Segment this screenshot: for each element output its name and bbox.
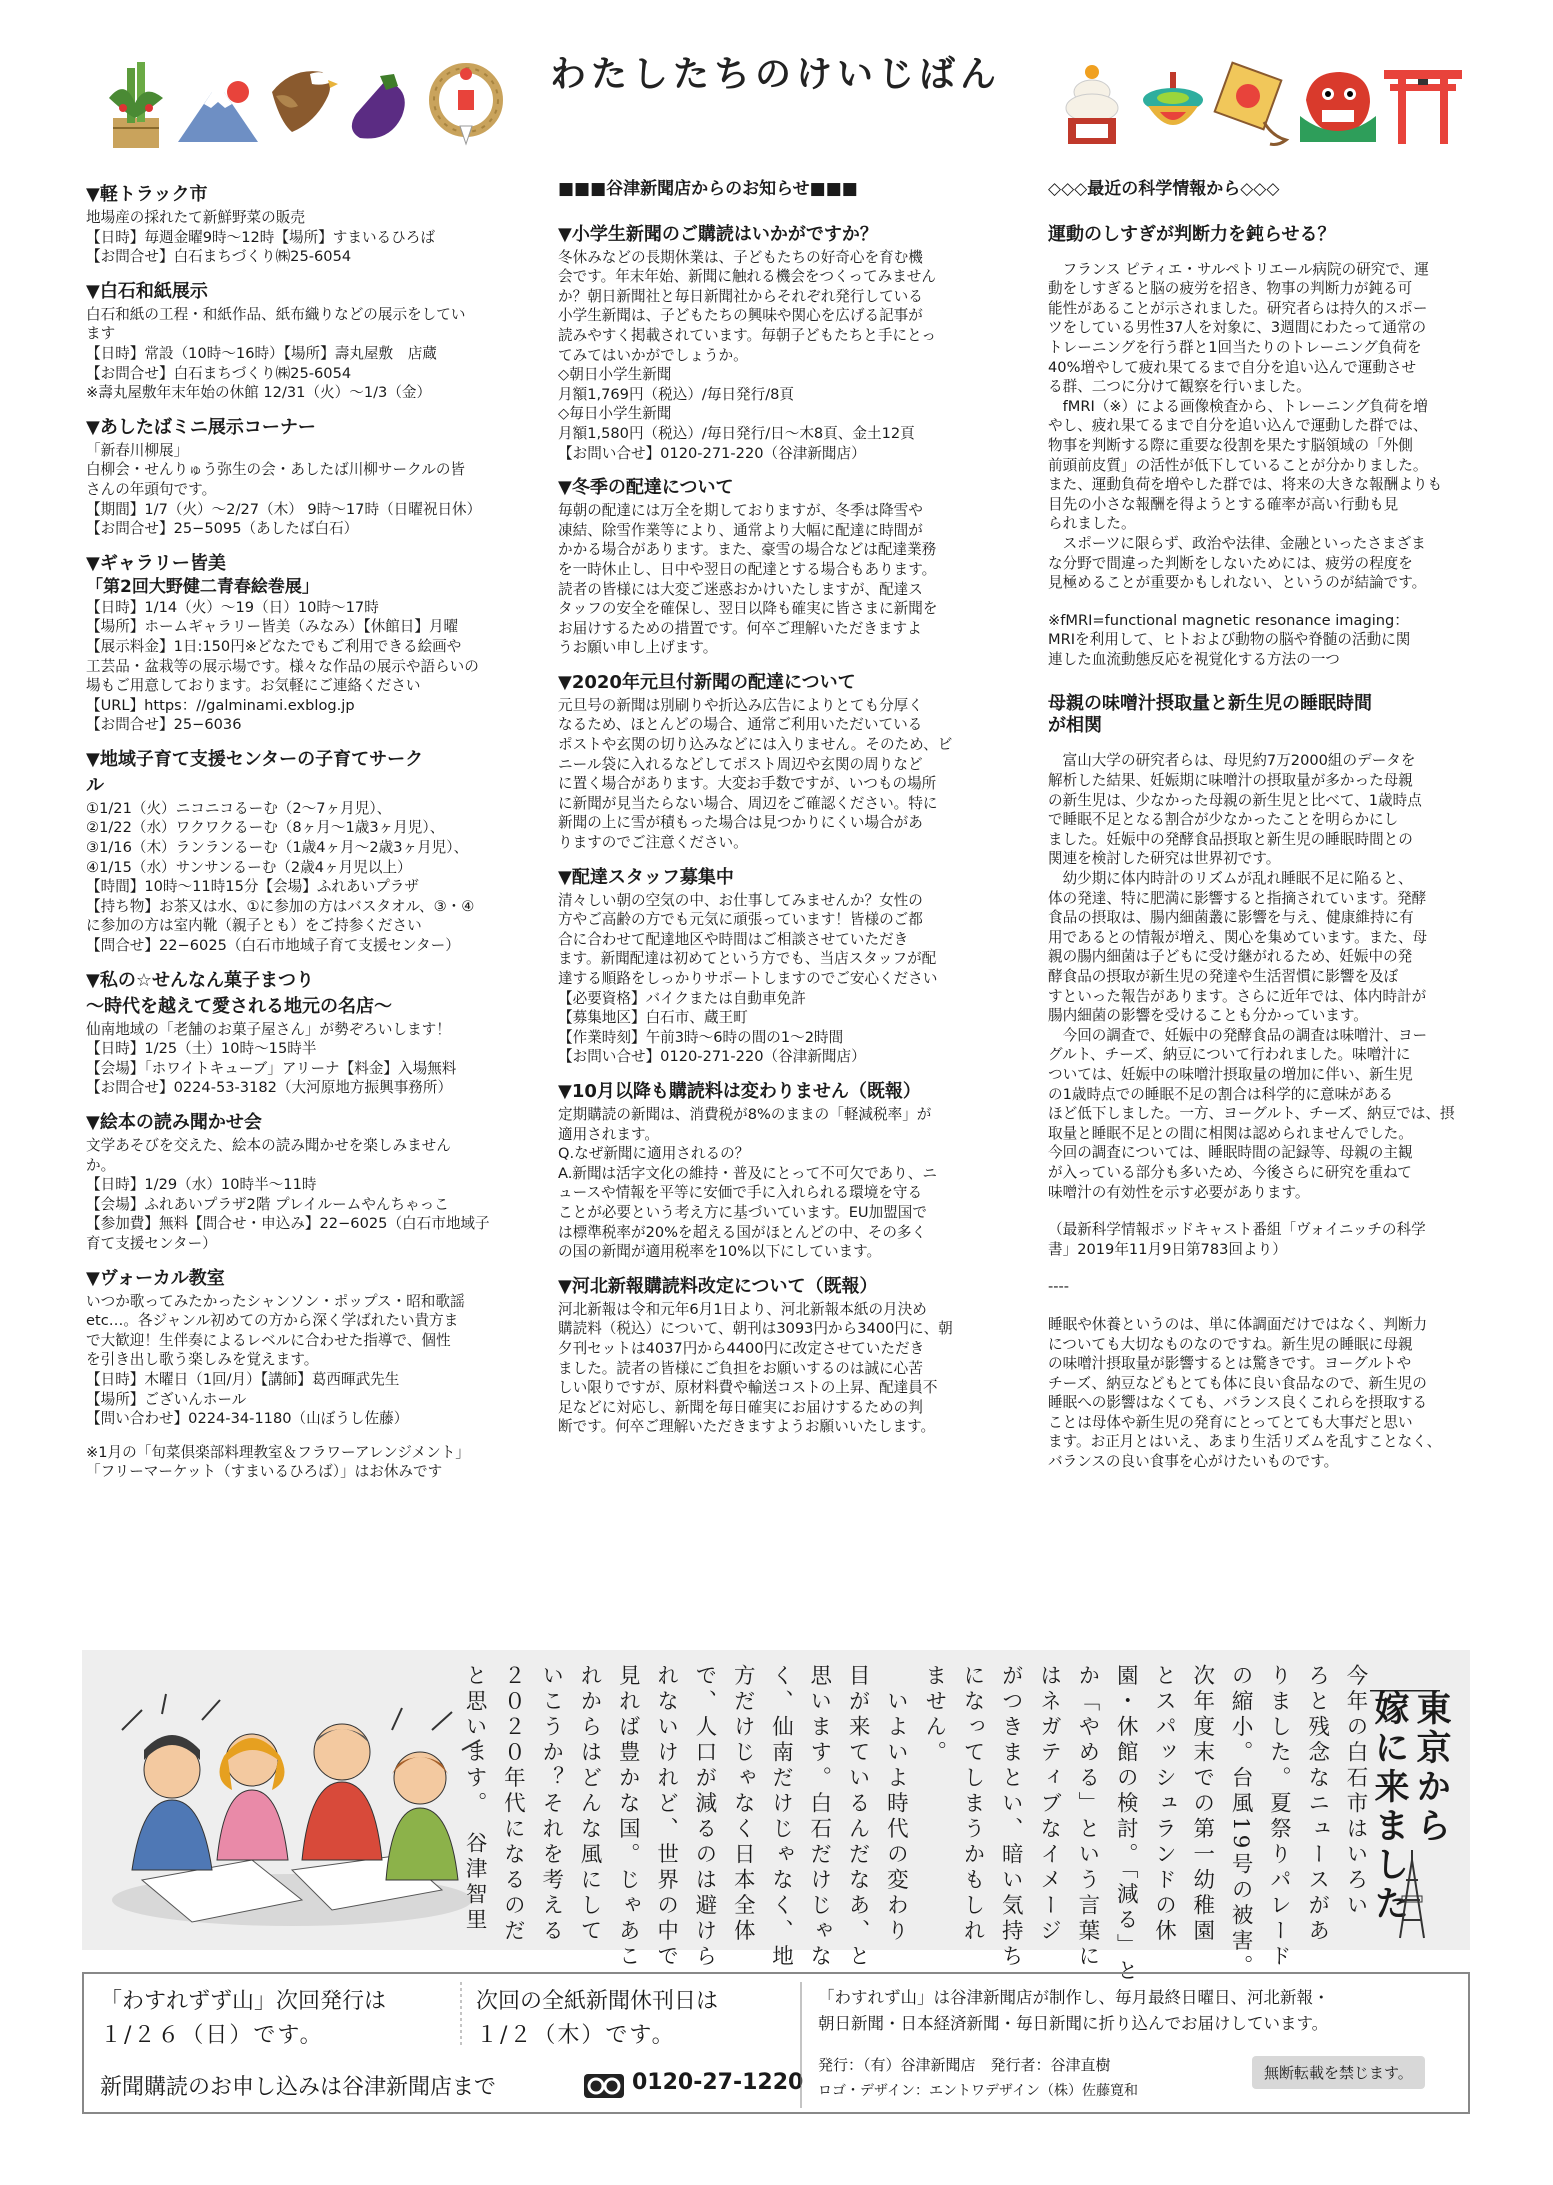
notice-section (558, 867, 998, 1067)
body-line: 解析した結果、妊娠期に味噌汁の摂取量が多かった母親 (1048, 772, 1413, 790)
notice-section (86, 749, 546, 956)
body-line: 読者の皆様には大変ご迷惑おかけいたしますが、配達ス (558, 580, 923, 598)
body-line: 【お問合せ】25−5095（あしたば白石） (86, 520, 359, 538)
body-line: ②1/22（水）ワクワクるーむ（8ヶ月〜1歳3ヶ月児）、 (86, 819, 445, 837)
essay-column: ません。 (921, 1664, 947, 1766)
body-line: 新聞の上に雪が積もった場合は見つかりにくい場合があ (558, 814, 923, 832)
body-line (1048, 1297, 1478, 1315)
essay-column: か「やめる」という言葉に (1074, 1664, 1100, 1970)
body-line (1048, 593, 1478, 611)
science-article-2-title-line: が相関 (1048, 715, 1102, 737)
body-line: 関連を検討した研究は世界初です。 (1048, 850, 1281, 868)
essay-title-line-1: 東京から (1411, 1690, 1452, 1846)
body-line: ニール袋に入れるなどしてポスト周辺や玄関の周りなど (558, 755, 923, 773)
body-line: 【時間】10時〜11時15分【会場】ふれあいプラザ (86, 878, 419, 896)
body-line: 物事を判断する際に重要な役割を果たす脳領域の「外側 (1048, 436, 1413, 454)
body-line: で大歓迎！生伴奏によるレベルに合わせた指導で、個性 (86, 1331, 451, 1349)
body-line: ツをしている男性37人を対象に、3週間にわたって通常の (1048, 319, 1427, 337)
body-line: 育て支援センター） (86, 1234, 217, 1252)
next-issue-label: 「わすれずず山」次回発行は (100, 1989, 387, 2014)
body-line: 達する順路をしっかりサポートしますのでご安心ください (558, 970, 938, 987)
body-line: 毎朝の配達には万全を期しておりますが、冬季は降雪や (558, 502, 923, 520)
section-body (86, 441, 546, 539)
body-line: 動をしすぎると脳の疲労を招き、物事の判断力が鈍る可 (1048, 280, 1413, 298)
body-line: 購読料（税込）について、朝刊は3093円から3400円に、朝 (558, 1320, 953, 1338)
body-line: に参加の方は室内靴（親子とも）をご持参ください (86, 917, 422, 935)
body-line: 【問合せ】22−6025（白石市地域子育て支援センター） (86, 937, 460, 955)
essay-column: いよいよ時代の変わり (883, 1664, 909, 1945)
body-line: フランス ピティエ・サルペトリエール病院の研究で、運 (1048, 260, 1429, 278)
body-line: 方やご高齢の方でも元気に頑張っています！皆様のご都 (558, 911, 923, 929)
notice-section (558, 1276, 998, 1437)
body-line: 親の腸内細菌は子どもに受け継がれるため、妊娠中の発 (1048, 948, 1413, 966)
body-line: 能性があることが示されました。研究者らは持久的スポー (1048, 299, 1428, 317)
body-line: ---- (1048, 1278, 1070, 1296)
section-body (558, 891, 998, 1067)
science-article-2-title (1048, 693, 1478, 737)
body-line: か？朝日新聞社と毎日新聞社からそれぞれ発行している (558, 287, 923, 305)
section-body (86, 208, 546, 267)
about-line-1: 「わすれず山」は谷津新聞店が制作し、毎月最終日曜日、河北新報・ (818, 1988, 1330, 2007)
body-line: ※fMRI=functional magnetic resonance imaging： (1048, 611, 1409, 629)
body-line: 前頭前皮質」の活性が低下していることが分かりました。 (1048, 456, 1428, 474)
body-line: 【お問合せ】25−6036 (86, 716, 242, 734)
body-line: グルト、チーズ、納豆について行われました。味噌汁に (1048, 1046, 1411, 1064)
science-article-1-body (1048, 260, 1478, 670)
science-column (1048, 180, 1478, 1472)
section-title: ▼河北新報購読料改定について（既報） (558, 1275, 878, 1297)
phone-number[interactable]: 0120-27-1220 (632, 2070, 804, 2095)
section-title: ▼地域子育て支援センターの子育てサーク (86, 748, 424, 770)
body-line: られました。 (1048, 515, 1136, 533)
body-line: 凍結、除雪作業等により、通常より大幅に配達に時間が (558, 521, 923, 539)
body-line: 地場産の採れたて新鮮野菜の販売 (86, 209, 305, 226)
science-article-2-title-line: 母親の味噌汁摂取量と新生児の睡眠時間 (1048, 693, 1372, 715)
essay-column: りました。夏祭りパレード (1266, 1664, 1292, 1970)
lion-dance-icon (1300, 66, 1376, 142)
body-line: お届けするための措置です。何卒ご理解いただきますよ (558, 619, 922, 637)
masthead-title: わたしたちのけいじばん (550, 54, 1002, 95)
body-line: に置く場合があります。大変お手数ですが、いつもの場所 (558, 775, 937, 793)
body-line: 【場所】ホームギャラリー皆美（みなみ）【休館日】月曜 (86, 618, 459, 636)
essay-column: いこうか？それを考える (538, 1664, 564, 1945)
about-line-2: 朝日新聞・日本経済新聞・毎日新聞に折り込んでお届けしています。 (818, 2014, 1329, 2033)
copyright-badge: 無断転載を禁じます。 (1252, 2056, 1425, 2089)
mount-fuji-icon (178, 78, 258, 144)
body-line: 見極めることが重要かもしれない、というのが結論です。 (1048, 574, 1427, 592)
body-line: 「フリーマーケット（すまいるひろば）」はお休みです (86, 1463, 443, 1481)
notice-column-heading: ■■■谷津新聞店からのお知らせ■■■ (558, 179, 858, 199)
body-line: 冬休みなどの長期休業は、子どもたちの好奇心を育む機 (558, 248, 923, 266)
body-line: MRIを利用して、ヒトおよび動物の脳や脊髄の活動に関 (1048, 631, 1411, 649)
body-line: なるため、ほとんどの場合、通常ご利用いただいている (558, 716, 923, 734)
essay-column: 見れば豊かな国。じゃあこ (615, 1664, 641, 1970)
essay-column: れないけれど、世界の中で (653, 1664, 679, 1970)
body-line: 酵食品の摂取が新生児の発達や生活習慣に影響を及ぼ (1048, 968, 1399, 985)
body-line: 元旦号の新聞は別刷りや折込み広告によりとても分厚く (558, 696, 923, 714)
kadomatsu-icon (105, 58, 167, 150)
body-line: 【日時】1/25（土）10時〜15時半 (86, 1040, 317, 1058)
section-body (86, 1136, 546, 1254)
body-line: タッフの安全を確保し、翌日以降も確実に皆さまに新聞を (558, 600, 938, 618)
section-title: ▼小学生新聞のご購読はいかがですか？ (558, 223, 878, 245)
tokyo-tower-icon (1390, 1850, 1434, 1940)
body-line: fMRI（※）による画像検査から、トレーニング負荷を増 (1048, 397, 1428, 415)
body-line: 睡眠への影響はなくても、バランス良くこれらを摂取する (1048, 1394, 1428, 1412)
torii-icon (1384, 64, 1462, 146)
section-body (558, 501, 998, 658)
body-line: 【日時】木曜日（1回/月）【講師】葛西暉武先生 (86, 1370, 400, 1388)
body-line: 【お問い合せ】0120-271-220（谷津新聞店） (558, 1048, 866, 1066)
body-line: ます。お正月とはいえ、あまり生活リズムを乱すことなく、 (1048, 1433, 1442, 1451)
body-line: ③1/16（木）ランランるーむ（1歳4ヶ月〜2歳3ヶ月児）、 (86, 839, 469, 857)
body-line: 【募集地区】白石市、蔵王町 (558, 1009, 748, 1027)
holiday-date: １/２（木）です。 (476, 2023, 676, 2048)
body-line: は標準税率が20%を超える国がほとんどの中、その多く (558, 1223, 927, 1241)
events-column (86, 180, 546, 1496)
section-title-cont: 〜時代を越えて愛される地元の名店〜 (86, 995, 392, 1017)
body-line: 清々しい朝の空気の中、お仕事してみませんか？女性の (558, 891, 923, 909)
section-title: ▼2020年元旦付新聞の配達について (558, 671, 856, 693)
essay-column: 方だけじゃなく日本全体 (730, 1664, 756, 1945)
essay-column: 目が来ているんだなあ、と (845, 1664, 871, 1970)
notice-section (86, 1443, 546, 1482)
body-line: 連した血流動態反応を視覚化する方法の一つ (1048, 650, 1340, 668)
body-line: を引き出し歌う楽しみを覚えます。 (86, 1351, 319, 1369)
body-line: 足などに対応し、新聞を毎日確実にお届けするための判 (558, 1398, 923, 1416)
notice-section (558, 1081, 998, 1262)
divider (460, 1982, 462, 2048)
body-line: チーズ、納豆などもとても体に良い食品なので、新生児の (1048, 1374, 1427, 1392)
body-line: 用であるとの情報が増え、関心を集めています。また、母 (1048, 928, 1428, 946)
essay-column: で、人口が減るのは避けら (691, 1664, 717, 1970)
body-line: 【持ち物】お茶又は水、①に参加の方はバスタオル、③・④ (86, 897, 475, 915)
notice-section (86, 553, 546, 735)
body-line: 「新春川柳展」 (86, 441, 189, 459)
body-line: Q.なぜ新聞に適用されるの？ (558, 1145, 750, 1163)
body-line: 文学あそびを交えた、絵本の読み聞かせを楽しみません (86, 1137, 451, 1154)
essay-column: になってしまうかもしれ (960, 1664, 985, 1945)
body-line: 目先の小さな報酬を得ようとする確率が高い行動も見 (1048, 495, 1399, 513)
body-line: 【お問い合せ】0120-271-220（谷津新聞店） (558, 444, 866, 462)
body-line: で睡眠不足となる割合が少なかったことを明らかにし (1048, 811, 1399, 829)
notice-section (86, 281, 546, 403)
body-line: ついては、妊娠中の味噌汁摂取量の増加に伴い、新生児 (1048, 1065, 1413, 1083)
essay-column: と思います。 谷津智里 (462, 1664, 488, 1934)
body-line: やし、疲れ果てるまで自分を追い込んで運動した群では、 (1048, 417, 1428, 435)
body-line: 【会場】ふれあいプラザ2階 プレイルームやんちゃっこ (86, 1195, 449, 1213)
notice-section (558, 224, 998, 464)
body-line: 【必要資格】バイクまたは自動車免許 (558, 989, 806, 1007)
body-line: ◇毎日小学生新聞 (558, 405, 672, 423)
body-line: 白柳会・せんりゅう弥生の会・あしたば川柳サークルの皆 (86, 461, 466, 479)
body-line: 会です。年末年始、新聞に触れる機会をつくってみません (558, 268, 936, 286)
notice-section (86, 970, 546, 1098)
body-line: スポーツに限らず、政治や法律、金融といったさまざま (1048, 534, 1426, 552)
body-line: る群、二つに分けて観察を行いました。 (1048, 378, 1311, 396)
body-line: 【お問合せ】白石まちづくり㈱25-6054 (86, 364, 352, 382)
section-body (86, 1292, 546, 1429)
notice-section (86, 1112, 546, 1254)
body-line: （最新科学情報ポッドキャスト番組「ヴォイニッチの科学 (1048, 1221, 1426, 1239)
body-line: 富山大学の研究者らは、母児約7万2000組のデータを (1048, 752, 1416, 770)
essay-column: 思います。白石だけじゃな (806, 1664, 832, 1970)
body-line: 【場所】ございんホール (86, 1390, 247, 1408)
body-line: 【作業時刻】午前3時〜6時の間の1〜2時間 (558, 1028, 844, 1046)
body-line: 40%増やして疲れ果てるまで自分を追い込んで運動させ (1048, 358, 1417, 376)
body-line: ました。読者の皆様にご負担をお願いするのは誠に心苦 (558, 1359, 923, 1377)
spinning-top-icon (1140, 72, 1206, 144)
body-line: 定期購読の新聞は、消費税が8%のままの「軽減税率」が (558, 1105, 932, 1123)
section-title: ▼ギャラリー皆美 (86, 552, 226, 574)
body-line: ます (86, 325, 116, 343)
body-line (1048, 1202, 1478, 1220)
section-title: ▼軽トラック市 (86, 184, 208, 205)
body-line: 【日時】常設（10時〜16時）【場所】壽丸屋敷 店蔵 (86, 344, 437, 362)
body-line: 【URL】https：//galminami.exblog.jp (86, 696, 355, 714)
body-line: うお願い申し上げます。 (558, 639, 718, 657)
section-subtitle: 「第2回大野健二青春絵巻展」 (86, 576, 319, 597)
body-line: 適用されます。 (558, 1125, 659, 1143)
divider (800, 1982, 802, 2108)
section-title: ▼冬季の配達について (558, 477, 734, 499)
body-line: 【お問合せ】0224-53-3182（大河原地方振興事務所） (86, 1079, 453, 1097)
body-line: りますのでご注意ください。 (558, 834, 748, 852)
body-line: ※1月の「旬菜倶楽部料理教室＆フラワーアレンジメント」 (86, 1443, 470, 1461)
people-meeting-illustration (102, 1690, 482, 1930)
body-line: 【参加費】無料【問合せ・申込み】22−6025（白石市地域子 (86, 1215, 490, 1233)
section-body (558, 248, 998, 464)
body-line: しい限りですが、原材料費や輸送コストの上昇、配達員不 (558, 1379, 938, 1397)
body-line: の味噌汁摂取量が影響するとは驚きです。ヨーグルトや (1048, 1355, 1412, 1373)
free-dial-icon (584, 2074, 624, 2098)
essay-title-line-2: 嫁に来ました (1369, 1690, 1410, 1924)
section-body (86, 598, 546, 735)
section-body (86, 305, 546, 403)
section-title-cont: ル (86, 774, 104, 796)
body-line: 【日時】1/29（水）10時半〜11時 (86, 1176, 317, 1194)
essay-column: 今年の白石市はいろい (1343, 1664, 1368, 1919)
body-line: 【お問合せ】白石まちづくり㈱25-6054 (86, 248, 352, 266)
logo-design-credit: ロゴ・デザイン：エントワデザイン（株）佐藤寛和 (818, 2083, 1139, 2099)
notice-section (86, 417, 546, 539)
section-title: ▼あしたばミニ展示コーナー (86, 416, 316, 438)
essay-column: ２０２０年代になるのだ (500, 1664, 526, 1945)
body-line: 小学生新聞は、子どもたちの興味や関心を広げる記事が (558, 307, 923, 325)
body-line: かかる場合があります。また、豪雪の場合などは配達業務 (558, 541, 937, 559)
body-line: ことは母体や新生児の発育にとってとても大事だと思い (1048, 1413, 1413, 1431)
notice-section (86, 184, 546, 267)
section-title: ▼配達スタッフ募集中 (558, 866, 734, 888)
essay-column: がつきまとい、暗い気持ち (998, 1664, 1024, 1970)
body-line: ことが必要という考え方に基づいています。EU加盟国で (558, 1203, 927, 1221)
body-line: の新生児は、少なかった母親の新生児と比べて、1歳時点 (1048, 791, 1422, 809)
section-body (86, 1020, 546, 1098)
body-line: の国の新聞が適用税率を10%以下にしています。 (558, 1243, 882, 1261)
section-title: ▼ヴォーカル教室 (86, 1267, 225, 1289)
section-body (558, 1300, 998, 1437)
body-line: 【期間】1/7（火）〜2/27（木） 9時〜17時（日曜祝日休） (86, 500, 482, 518)
body-line: 河北新報は令和元年6月1日より、河北新報本紙の月決め (558, 1300, 927, 1318)
body-line: に新聞が見当たらない場合、周辺をご確認ください。特に (558, 794, 938, 812)
body-line: ◇朝日小学生新聞 (558, 366, 672, 384)
body-line: 食品の摂取は、腸内細菌叢に影響を与え、健康維持に有 (1048, 909, 1414, 927)
body-line: 月額1,580円（税込）/毎日発行/日〜木8頁、金土12頁 (558, 424, 915, 442)
hawk-icon (262, 62, 342, 142)
body-line: 今回の調査で、妊娠中の発酵食品の調査は味噌汁、ヨー (1048, 1026, 1428, 1044)
body-line: すといった報告があります。さらに近年では、体内時計が (1048, 987, 1427, 1005)
body-line: 【会場】「ホワイトキューブ」アリーナ【料金】入場無料 (86, 1059, 457, 1077)
body-line: ました。妊娠中の発酵食品摂取と新生児の睡眠時間との (1048, 830, 1413, 848)
body-line: 書」2019年11月9日第783回より） (1048, 1240, 1287, 1258)
body-line: 白石和紙の工程・和紙作品、紙布織りなどの展示をしてい (86, 305, 466, 323)
science-article-2-body (1048, 751, 1478, 1471)
essay-column: れからはどんな風にして (577, 1664, 602, 1945)
body-line: ※壽丸屋敷年末年始の休館 12/31（火）〜1/3（金） (86, 384, 432, 402)
body-line: 工芸品・盆栽等の展示場です。様々な作品の展示や語らいの (86, 657, 479, 675)
body-line (1048, 1259, 1478, 1277)
body-line: の1歳時点での睡眠不足の割合は科学的に意味がある (1048, 1085, 1393, 1103)
essay-box (82, 1650, 1470, 1985)
body-line: が入っている部分も多いため、今後さらに研究を重ねて (1048, 1163, 1412, 1181)
notice-section (86, 1268, 546, 1429)
body-line: A.新聞は活字文化の維持・普及にとって不可欠であり、ニ (558, 1164, 937, 1182)
body-line: 【展示料金】1日:150円※どなたでもご利用できる絵画や (86, 637, 462, 655)
body-line: 夕刊セットは4037円から4400円に改定させていただき (558, 1339, 925, 1357)
body-line: さんの年頭句です。 (86, 480, 217, 498)
holiday-label: 次回の全紙新聞休刊日は (476, 1989, 719, 2014)
essay-column: とスパッシュランドの休 (1151, 1664, 1177, 1945)
body-line: ポストや玄関の切り込みなどには入りません。そのため、ビ (558, 736, 953, 754)
body-line: 場もご用意しております。お気軽にご連絡ください (86, 677, 421, 695)
body-line: ほど低下しました。一方、ヨーグルト、チーズ、納豆では、摂 (1048, 1105, 1455, 1123)
subscribe-text: 新聞購読のお申し込みは谷津新聞店まで (100, 2075, 497, 2100)
body-line: 取量と睡眠不足との間に相関は認められませんでした。 (1048, 1124, 1413, 1142)
essay-column: の縮小。台風19号の被害。 (1228, 1664, 1254, 1980)
section-title: ▼私の☆せんなん菓子まつり (86, 969, 314, 991)
body-line: 【日時】1/14（火）〜19（日）10時〜17時 (86, 598, 379, 616)
essay-column: 次年度末での第一幼稚園 (1189, 1664, 1215, 1945)
essay-column: はネガティブなイメージ (1036, 1664, 1062, 1945)
body-line: ュースや情報を平等に安価で手に入れられる環境を守る (558, 1184, 923, 1202)
body-line: についても大切なものなのですね。新生児の睡眠に母親 (1048, 1335, 1413, 1353)
body-line: 【日時】毎週金曜9時〜12時【場所】すまいるひろば (86, 228, 435, 246)
body-line: 断です。何卒ご理解いただきますようお願いいたします。 (558, 1418, 936, 1436)
notice-section (558, 477, 998, 658)
section-body (558, 696, 998, 853)
body-line: 味噌汁の有効性を示す必要があります。 (1048, 1183, 1310, 1201)
body-line: 読みやすく掲載されています。毎朝子どもたちと手にとっ (558, 326, 936, 344)
section-body (86, 1443, 546, 1482)
section-title: ▼絵本の読み聞かせ会 (86, 1112, 262, 1133)
body-line: 【問い合わせ】0224-34-1180（山ぼうし佐藤） (86, 1410, 409, 1428)
body-line: ます。新聞配達は初めてという方でも、当店スタッフが配 (558, 950, 937, 968)
body-line: 月額1,769円（税込）/毎日発行/8頁 (558, 385, 795, 403)
section-title: ▼10月以降も購読料は変わりません（既報） (558, 1080, 921, 1102)
publisher: 発行：（有）谷津新聞店 発行者：谷津直樹 (818, 2056, 1111, 2074)
body-line: を一時休止し、日中や翌日の配達とする場合もあります。 (558, 560, 937, 578)
section-body (86, 799, 546, 956)
body-line: 体の発達、特に肥満に影響すると指摘されています。発酵 (1048, 889, 1427, 907)
body-line: ①1/21（火）ニコニコるーむ（2〜7ヶ月児）、 (86, 799, 392, 817)
body-line: etc…。各ジャンル初めての方から深く学ばれたい貴方ま (86, 1312, 459, 1330)
body-line: いつか歌ってみたかったシャンソン・ポップス・昭和歌謡 (86, 1292, 465, 1310)
science-article-1-title: 運動のしすぎが判断力を鈍らせる？ (1048, 223, 1336, 245)
body-line: 今回の調査については、睡眠時間の記録等、母親の主観 (1048, 1144, 1413, 1162)
body-line: ④1/15（水）サンサンるーむ（2歳4ヶ月児以上） (86, 858, 412, 876)
essay-column: 園・休館の検討。「減る」と (1113, 1664, 1139, 1985)
eggplant-icon (346, 70, 412, 144)
body-line: バランスの良い食事を心がけたいものです。 (1048, 1453, 1339, 1471)
body-line: 合に合わせて配達地区や時間はご相談させていただき (558, 930, 909, 948)
kite-icon (1212, 60, 1294, 150)
notice-section (558, 672, 998, 853)
section-body (558, 1105, 998, 1262)
shimenawa-icon (426, 60, 506, 146)
body-line: 仙南地域の「老舗のお菓子屋さん」が勢ぞろいします！ (86, 1020, 451, 1038)
section-title: ▼白石和紙展示 (86, 280, 208, 302)
newspaper-notice-column (558, 180, 998, 1451)
body-line: 幼少期に体内時計のリズムが乱れ睡眠不足に陥ると、 (1048, 870, 1413, 888)
next-issue-date: １/２６（日）です。 (100, 2023, 324, 2048)
body-line: トレーニングを行う群と1回当たりのトレーニング負荷を (1048, 338, 1422, 356)
body-line: 睡眠や休養というのは、単に体調面だけではなく、判断力 (1048, 1315, 1428, 1333)
body-line: 腸内細菌の影響を受けることも分かっています。 (1048, 1007, 1368, 1025)
essay-column: ろと残念なニュースがあ (1304, 1664, 1330, 1945)
body-line: てみてはいかがでしょうか。 (558, 346, 748, 364)
body-line: か。 (86, 1156, 116, 1174)
body-line: な分野で間違った判断をしないためには、疲労の程度を (1048, 554, 1413, 572)
footer (82, 1972, 1470, 2114)
kagami-mochi-icon (1056, 64, 1128, 148)
essay-column: く、仙南だけじゃなく、地 (768, 1664, 794, 1970)
science-column-heading: ◇◇◇最近の科学情報から◇◇◇ (1048, 179, 1280, 199)
body-line: また、運動負荷を増やした群では、将来の大きな報酬よりも (1048, 476, 1443, 494)
